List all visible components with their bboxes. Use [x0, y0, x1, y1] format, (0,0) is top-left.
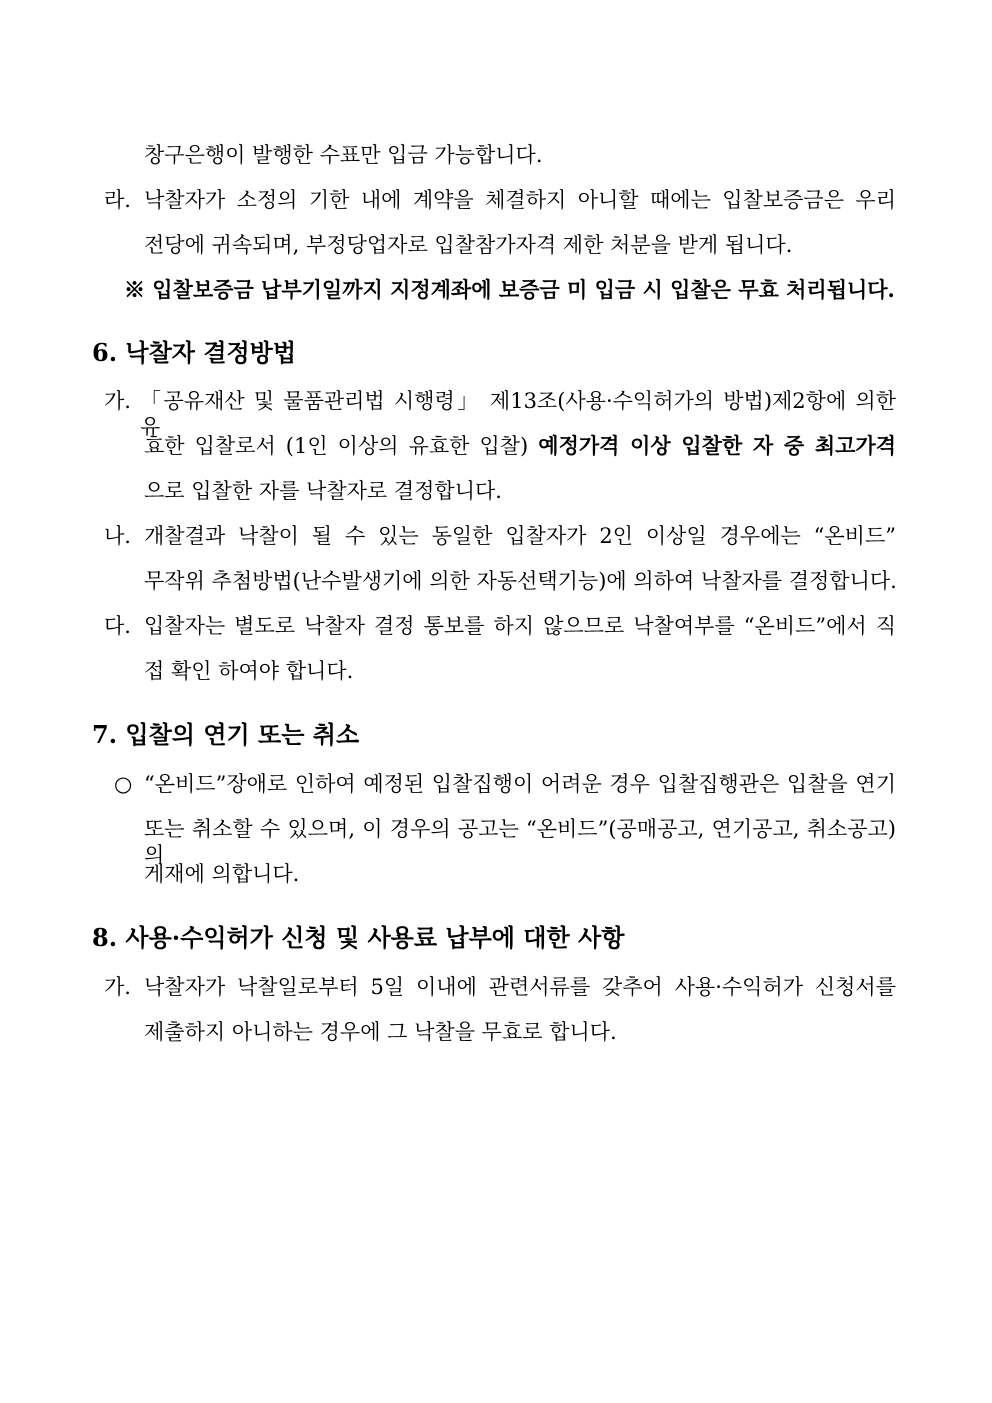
bullet-circle-icon: ○: [114, 772, 133, 796]
continuation-line: 창구은행이 발행한 수표만 입금 가능합니다.: [144, 143, 543, 167]
item-marker-na: 나.: [104, 524, 131, 548]
section-7-title: 7. 입찰의 연기 또는 취소: [92, 720, 360, 749]
item-7-line1: “온비드”장애로 인하여 예정된 입찰집행이 어려운 경우 입찰집행관은 입찰을 연기: [144, 772, 896, 796]
item-da-line1: 입찰자는 별도로 낙찰자 결정 통보를 하지 않으므로 낙찰여부를 “온비드”에서 직: [144, 614, 896, 638]
item-da-line2: 접 확인 하여야 합니다.: [144, 659, 354, 683]
item-marker-da: 다.: [104, 614, 131, 638]
item-marker-ga: 가.: [104, 389, 131, 413]
item-marker-ra: 라.: [104, 188, 131, 212]
section-6-title: 6. 낙찰자 결정방법: [92, 338, 297, 367]
item-ga-line2-text: 효한 입찰로서 (1인 이상의 유효한 입찰): [144, 434, 539, 458]
item-ga-line3: 으로 입찰한 자를 낙찰자로 결정합니다.: [144, 479, 502, 503]
item-7-line2: 또는 취소할 수 있으며, 이 경우의 공고는 “온비드”(공매공고, 연기공고, 취소공고)의: [144, 817, 896, 867]
deposit-warning-note: ※ 입찰보증금 납부기일까지 지정계좌에 보증금 미 입금 시 입찰은 무효 처리됩니다.: [124, 277, 895, 302]
item-8-ga-line1: 낙찰자가 낙찰일로부터 5일 이내에 관련서류를 갖추어 사용·수익허가 신청서를: [144, 975, 896, 999]
item-na-line2: 무작위 추첨방법(난수발생기에 의한 자동선택기능)에 의하여 낙찰자를 결정합니다.: [144, 569, 897, 593]
section-8-title: 8. 사용·수익허가 신청 및 사용료 납부에 대한 사항: [92, 923, 625, 952]
item-8-ga-line2: 제출하지 아니하는 경우에 그 낙찰을 무효로 합니다.: [144, 1020, 617, 1044]
item-ra-line1: 낙찰자가 소정의 기한 내에 계약을 체결하지 아니할 때에는 입찰보증금은 우리: [144, 188, 896, 212]
item-ga-line1: 「공유재산 및 물품관리법 시행령」 제13조(사용·수익허가의 방법)제2항에 의한 유: [140, 389, 896, 439]
item-marker-ga-8: 가.: [104, 975, 131, 999]
item-7-line3: 게재에 의합니다.: [144, 862, 300, 886]
item-na-line1: 개찰결과 낙찰이 될 수 있는 동일한 입찰자가 2인 이상일 경우에는 “온비드”: [144, 524, 896, 548]
item-ga-line2-emphasis: 예정가격 이상 입찰한 자 중 최고가격: [538, 433, 896, 458]
item-ra-line2: 전당에 귀속되며, 부정당업자로 입찰참가자격 제한 처분을 받게 됩니다.: [144, 233, 793, 257]
item-ga-line2: [144, 433, 896, 459]
